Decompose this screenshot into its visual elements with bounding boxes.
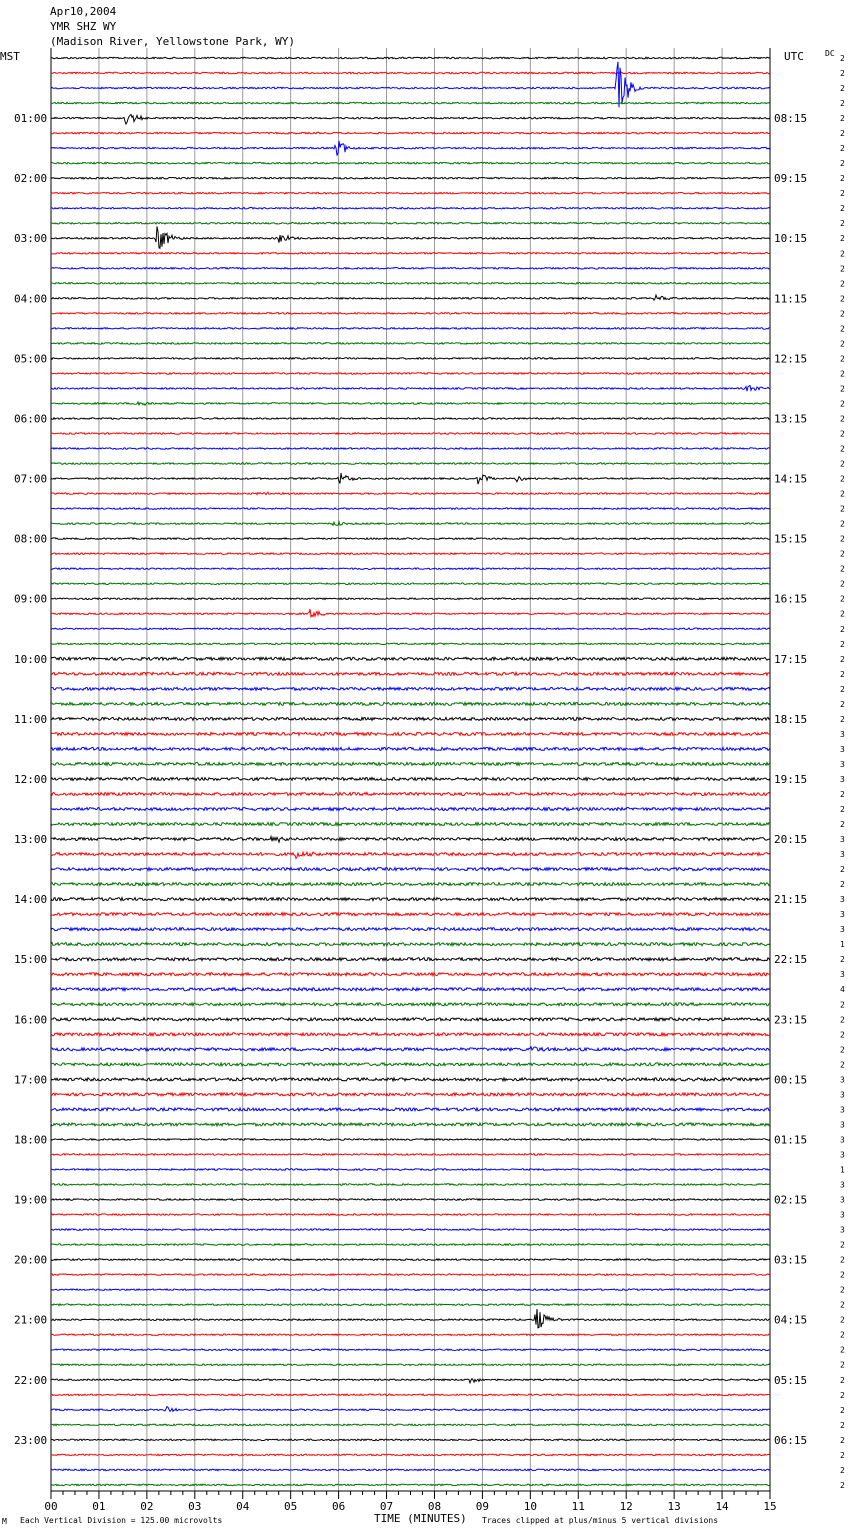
time-axis [44,1491,776,1513]
dc-offset-label: 2 [840,144,845,154]
dc-offset-label: 3 [840,1090,845,1100]
dc-offset-label: 2 [840,1405,845,1415]
trace-line [51,793,770,796]
utc-hour-label: 10:15 [774,232,808,246]
dc-offset-label: 1 [840,1165,845,1175]
trace-line [51,1259,770,1261]
dc-axis-label: DC [825,49,835,58]
trace-line [51,418,770,420]
trace-line [51,313,770,315]
trace-line [51,1123,770,1126]
dc-offset-label: 2 [840,429,845,439]
trace-line [51,1424,770,1426]
corner-mark: M [2,1517,7,1526]
trace-line [51,628,770,630]
mst-axis-label: MST [0,50,20,63]
dc-offset-label: 2 [840,1030,845,1040]
mst-hour-label: 11:00 [14,712,48,726]
x-tick-label: 13 [667,1500,681,1513]
dc-offset-label: 2 [840,594,845,604]
trace-line [51,141,770,156]
trace-line [51,192,770,194]
mst-hour-label: 15:00 [14,953,48,967]
trace-line [51,568,770,570]
trace-line [51,958,770,961]
dc-offset-label: 3 [840,1075,845,1085]
dc-offset-label: 2 [840,99,845,109]
mst-hour-label: 16:00 [14,1013,48,1027]
trace-line [51,57,770,59]
dc-offset-label: 3 [840,925,845,935]
x-tick-label: 05 [284,1500,298,1513]
trace-line [51,295,770,300]
utc-hour-label: 18:15 [774,712,808,726]
mst-hour-label: 08:00 [14,532,48,546]
dc-offset-label: 4 [840,985,845,995]
dc-offset-label: 2 [840,489,845,499]
dc-offset-label: 3 [840,1210,845,1220]
dc-offset-label: 2 [840,789,845,799]
dc-offset-label: 3 [840,1180,845,1190]
utc-hour-label: 04:15 [774,1313,808,1327]
trace-line [51,702,770,705]
trace-line [51,1304,770,1306]
dc-offset-label: 2 [840,294,845,304]
trace-line [51,553,770,555]
dc-offset-label: 2 [840,384,845,394]
dc-offset-label: 2 [840,444,845,454]
dc-offset-label: 2 [840,234,845,244]
dc-offset-label: 3 [840,729,845,739]
utc-hour-label: 01:15 [774,1133,808,1147]
trace-line [51,1309,770,1328]
trace-line [51,1063,770,1066]
mst-hour-label: 23:00 [14,1433,48,1447]
header-station: YMR SHZ WY [50,20,117,33]
dc-offset-label: 3 [840,1105,845,1115]
x-tick-label: 02 [140,1500,154,1513]
trace-line [51,115,770,125]
utc-hour-label: 06:15 [774,1433,808,1447]
utc-hour-label: 09:15 [774,172,808,186]
trace-line [51,1169,770,1171]
dc-offset-label: 2 [840,219,845,229]
trace-line [51,1018,770,1021]
trace-line [51,1334,770,1336]
trace-line [51,823,770,826]
dc-offset-label: 3 [840,910,845,920]
utc-hour-label: 14:15 [774,472,808,486]
dc-offset-label: 3 [840,759,845,769]
dc-offset-label: 3 [840,744,845,754]
utc-hour-label: 21:15 [774,893,808,907]
dc-offset-label: 2 [840,669,845,679]
dc-offset-label: 2 [840,1015,845,1025]
trace-line [51,1199,770,1201]
mst-hour-label: 03:00 [14,232,48,246]
trace-line [51,162,770,164]
dc-offset-label: 2 [840,1255,845,1265]
x-tick-label: 15 [763,1500,777,1513]
trace-line [51,1394,770,1396]
trace-line [51,1139,770,1141]
dc-offset-label: 2 [840,1330,845,1340]
dc-offset-label: 2 [840,1285,845,1295]
dc-offset-label: 2 [840,805,845,814]
dc-offset-label: 3 [840,850,845,860]
dc-offset-label: 3 [840,1135,845,1145]
mst-hour-label: 19:00 [14,1193,48,1207]
mst-hour-label: 10:00 [14,652,48,666]
dc-offset-label: 2 [840,1450,845,1460]
trace-line [51,1184,770,1186]
x-tick-label: 14 [715,1500,729,1513]
trace-line [51,522,770,526]
dc-offset-label: 2 [840,1045,845,1055]
utc-hour-label: 22:15 [774,953,808,967]
dc-offset-label: 2 [840,1465,845,1475]
trace-line [51,1154,770,1156]
dc-offset-label: 2 [840,549,845,559]
trace-line [51,358,770,360]
trace-line [51,1033,770,1036]
trace-line [51,1469,770,1471]
utc-hour-label: 08:15 [774,112,808,126]
trace-line [51,268,770,270]
dc-offset-label: 3 [840,1225,845,1235]
dc-offset-label: 1 [840,940,845,950]
dc-offset-label: 3 [840,1150,845,1160]
trace-line [51,1289,770,1291]
trace-line [51,1078,770,1081]
trace-line [51,433,770,435]
trace-line [51,283,770,285]
trace-line [51,1379,770,1383]
dc-offset-label: 2 [840,174,845,184]
trace-line [51,62,770,108]
trace-line [51,132,770,134]
dc-offset-label: 2 [840,324,845,334]
dc-offset-label: 2 [840,414,845,424]
dc-offset-label: 3 [840,774,845,784]
dc-offset-label: 2 [840,1480,845,1490]
trace-line [51,1108,770,1111]
dc-offset-label: 2 [840,1060,845,1070]
trace-line [51,508,770,510]
dc-offset-label: 2 [840,1000,845,1010]
dc-offset-label: 2 [840,129,845,139]
dc-offset-label: 2 [840,1270,845,1280]
dc-offset-label: 2 [840,1375,845,1385]
x-tick-label: 06 [331,1500,346,1513]
trace-line [51,253,770,255]
scale-note: Each Vertical Division = 125.00 microvolts [20,1516,223,1525]
trace-line [51,852,770,858]
utc-hour-label: 19:15 [774,772,808,786]
utc-hour-label: 05:15 [774,1373,808,1387]
dc-offset-label: 2 [840,504,845,514]
mst-hour-label: 21:00 [14,1313,48,1327]
trace-line [51,227,770,249]
trace-line [51,473,770,484]
trace-line [51,538,770,540]
dc-offset-label: 3 [840,835,845,845]
dc-offset-label: 2 [840,339,845,349]
dc-offset-label: 2 [840,519,845,529]
trace-line [51,1484,770,1486]
trace-line [51,448,770,450]
mst-hour-label: 18:00 [14,1133,48,1147]
dc-offset-label: 2 [840,865,845,875]
dc-offset-label: 2 [840,459,845,469]
mst-hour-label: 12:00 [14,772,48,786]
trace-line [51,177,770,179]
x-tick-label: 03 [188,1500,202,1513]
trace-line [51,657,770,660]
x-tick-label: 01 [92,1500,106,1513]
mst-hour-label: 07:00 [14,472,48,486]
dc-offset-label: 2 [840,204,845,214]
dc-offset-label: 2 [840,699,845,709]
trace-line [51,328,770,330]
dc-offset-label: 2 [840,639,845,649]
trace-line [51,943,770,946]
dc-offset-label: 2 [840,1420,845,1430]
trace-line [51,1349,770,1351]
dc-offset-label: 2 [840,54,845,63]
mst-hour-label: 04:00 [14,292,48,306]
trace-line [51,778,770,781]
trace-line [51,609,770,617]
trace-line [51,672,770,675]
dc-offset-label: 2 [840,354,845,364]
trace-line [51,687,770,690]
trace-line [51,222,770,224]
dc-offset-label: 2 [840,820,845,830]
dc-offset-label: 2 [840,1435,845,1445]
trace-line [51,1274,770,1276]
dc-offset-label: 2 [840,114,845,124]
utc-axis-label: UTC [784,50,804,63]
trace-line [51,1214,770,1216]
dc-offset-label: 2 [840,309,845,319]
utc-hour-label: 20:15 [774,833,808,847]
dc-offset-label: 2 [840,955,845,965]
utc-hour-label: 03:15 [774,1253,808,1267]
dc-offset-label: 2 [840,624,845,634]
dc-offset-label: 2 [840,189,845,199]
dc-offset-label: 2 [840,369,845,379]
trace-line [51,732,770,735]
mst-hour-label: 05:00 [14,352,48,366]
trace-line [51,988,770,991]
utc-hour-label: 23:15 [774,1013,808,1027]
dc-offset-label: 2 [840,534,845,544]
dc-offset-label: 2 [840,880,845,890]
dc-offset-label: 3 [840,970,845,980]
mst-hour-label: 14:00 [14,893,48,907]
trace-line [51,1244,770,1246]
x-tick-label: 12 [619,1500,633,1513]
trace-line [51,1229,770,1231]
mst-hour-label: 09:00 [14,592,48,606]
trace-line [51,1003,770,1006]
dc-offset-label: 3 [840,1195,845,1205]
trace-line [51,973,770,976]
header-location: (Madison River, Yellowstone Park, WY) [50,35,296,48]
dc-offset-label: 2 [840,264,845,274]
dc-offset-label: 2 [840,279,845,289]
utc-hour-label: 12:15 [774,352,808,366]
dc-offset-label: 2 [840,84,845,94]
mst-hour-label: 02:00 [14,172,48,186]
mst-hour-label: 13:00 [14,833,48,847]
dc-offset-label: 2 [840,609,845,619]
dc-offset-label: 2 [840,1315,845,1325]
utc-hour-label: 16:15 [774,592,808,606]
utc-hour-label: 13:15 [774,412,808,426]
trace-line [51,402,770,405]
trace-line [51,868,770,871]
dc-offset-label: 2 [840,1360,845,1370]
trace-line [51,717,770,720]
x-tick-label: 11 [571,1500,585,1513]
trace-line [51,883,770,886]
trace-line [51,913,770,916]
dc-offset-label: 2 [840,159,845,169]
trace-line [51,1439,770,1441]
trace-line [51,463,770,465]
dc-offset-label: 2 [840,1345,845,1355]
trace-line [51,492,770,495]
trace-line [51,1093,770,1096]
utc-hour-label: 11:15 [774,292,808,306]
x-tick-label: 00 [44,1500,58,1513]
clip-note: Traces clipped at plus/minus 5 vertical divisions [482,1516,719,1525]
trace-line [51,583,770,585]
trace-line [51,1407,770,1412]
mst-hour-label: 01:00 [14,112,48,126]
header-date: Apr10,2004 [50,5,117,18]
dc-offset-label: 2 [840,579,845,589]
trace-line [51,837,770,843]
mst-hour-label: 22:00 [14,1373,48,1387]
trace-line [51,898,770,901]
trace-line [51,1364,770,1366]
dc-offset-label: 2 [840,1240,845,1250]
dc-offset-label: 3 [840,895,845,905]
trace-line [51,643,770,645]
mst-hour-label: 06:00 [14,412,48,426]
trace-line [51,762,770,765]
trace-line [51,102,770,104]
x-tick-label: 10 [523,1500,537,1513]
x-tick-label: 07 [379,1500,394,1513]
dc-offset-label: 2 [840,684,845,694]
utc-hour-label: 15:15 [774,532,808,546]
trace-line [51,808,770,811]
mst-hour-label: 17:00 [14,1073,48,1087]
trace-line [51,386,770,392]
x-tick-label: 08 [427,1500,442,1513]
trace-line [51,207,770,209]
trace-line [51,373,770,375]
x-tick-label: 09 [475,1500,490,1513]
utc-hour-label: 00:15 [774,1073,808,1087]
trace-line [51,928,770,931]
trace-line [51,747,770,750]
mst-hour-label: 20:00 [14,1253,48,1267]
dc-offset-label: 2 [840,399,845,409]
x-tick-label: 04 [236,1500,250,1513]
seismic-traces [14,54,845,1490]
dc-offset-label: 2 [840,69,845,79]
trace-line [51,1454,770,1456]
dc-offset-label: 3 [840,1120,845,1130]
dc-offset-label: 2 [840,654,845,664]
dc-offset-label: 2 [840,1300,845,1310]
trace-line [51,343,770,345]
dc-offset-label: 2 [840,474,845,484]
dc-offset-label: 2 [840,249,845,259]
dc-offset-label: 2 [840,564,845,574]
x-axis-title: TIME (MINUTES) [374,1512,467,1525]
dc-offset-label: 2 [840,714,845,724]
trace-line [51,1047,770,1051]
trace-line [51,598,770,600]
utc-hour-label: 17:15 [774,652,808,666]
utc-hour-label: 02:15 [774,1193,808,1207]
dc-offset-label: 2 [840,1390,845,1400]
trace-line [51,72,770,74]
